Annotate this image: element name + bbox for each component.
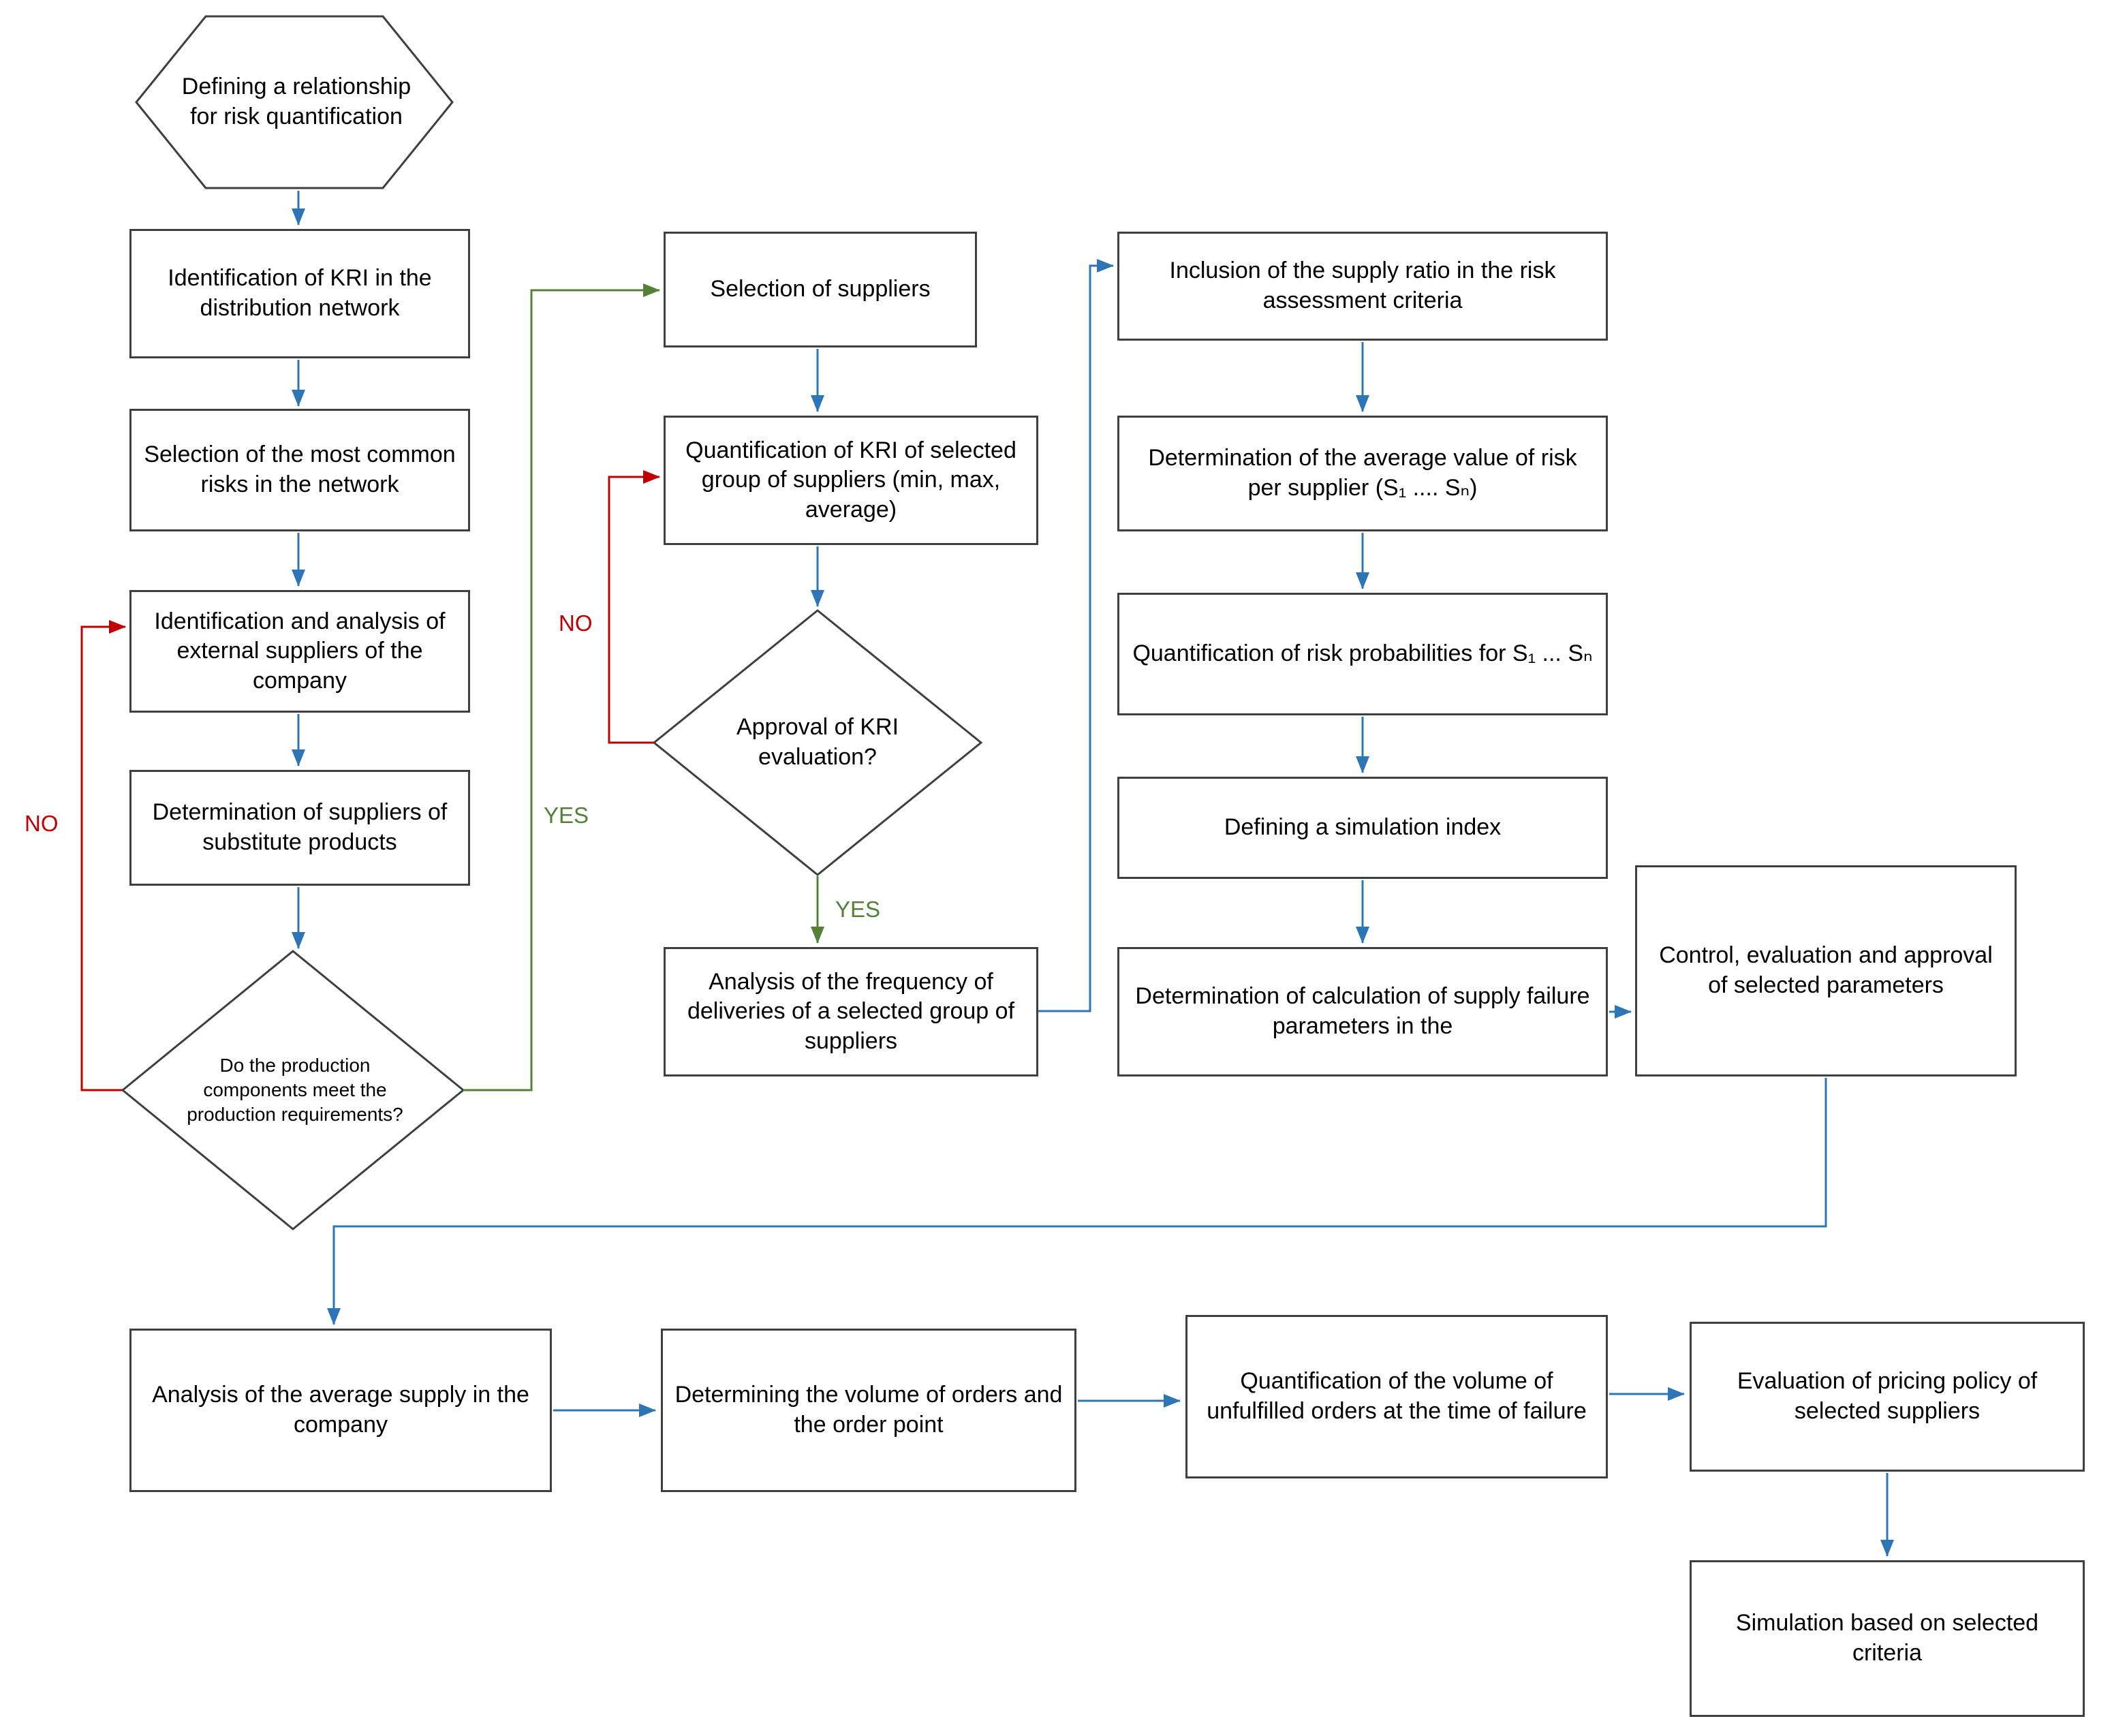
node-supply-failure-parameters — [1117, 947, 1608, 1076]
node-select-common-risks — [129, 409, 470, 531]
arrow-control-to-average-supply — [334, 1078, 1826, 1324]
node-risk-probabilities — [1117, 593, 1608, 715]
label-no-kri-loop: NO — [559, 610, 593, 636]
node-label: Analysis of the frequency of deliveries of a selected group of suppliers — [687, 968, 1015, 1054]
node-approval-kri-label — [702, 692, 933, 794]
node-label: Control, evaluation and approval of selected parameters — [1659, 942, 1993, 998]
node-simulation — [1690, 1560, 2085, 1717]
arrow-no-kri-loop — [609, 477, 659, 743]
node-label: Determination of calculation of supply failure parameters in the — [1135, 983, 1590, 1039]
node-determine-substitute-suppliers — [129, 770, 470, 886]
node-average-risk-value — [1117, 416, 1608, 531]
node-label: Defining a simulation index — [1224, 814, 1502, 841]
node-label: Approval of KRI evaluation? — [736, 714, 899, 770]
label-yes-production: YES — [544, 803, 589, 828]
node-selection-of-suppliers — [664, 232, 977, 347]
label-yes-kri: YES — [835, 897, 881, 922]
node-production-requirements-label — [176, 991, 414, 1189]
node-label: Identification of KRI in the distribution network — [168, 265, 432, 321]
node-label: Do the production components meet the production requirements? — [187, 1055, 403, 1125]
node-label: Defining a relationship for risk quantification — [181, 74, 411, 129]
node-label: Quantification of risk probabilities for S₁ ... Sₙ — [1132, 640, 1593, 667]
node-supply-ratio-inclusion — [1117, 232, 1608, 341]
node-label: Simulation based on selected criteria — [1735, 1610, 2039, 1666]
node-simulation-index — [1117, 777, 1608, 879]
node-unfulfilled-orders — [1185, 1315, 1608, 1478]
node-identify-external-suppliers — [129, 590, 470, 713]
arrow-no-production-loop — [82, 627, 125, 1090]
node-label: Quantification of KRI of selected group of suppliers (min, max, average) — [685, 437, 1016, 523]
arrow-yes-to-selection-of-suppliers — [463, 290, 659, 1090]
node-quantification-kri-group — [664, 416, 1038, 545]
node-pricing-policy — [1690, 1322, 2085, 1472]
node-label: Identification and analysis of external suppliers of the company — [154, 608, 446, 694]
node-label: Evaluation of pricing policy of selected suppliers — [1737, 1368, 2038, 1424]
node-control-evaluation — [1635, 865, 2017, 1076]
node-identify-kri — [129, 229, 470, 358]
node-label: Selection of the most common risks in the network — [144, 441, 456, 497]
node-label: Determination of the average value of risk per supplier (S₁ .... Sₙ) — [1148, 445, 1577, 501]
arrow-frequency-to-supply-ratio — [1038, 266, 1113, 1011]
node-average-supply-analysis — [129, 1329, 552, 1492]
node-label: Inclusion of the supply ratio in the risk assessment criteria — [1169, 258, 1556, 313]
node-frequency-analysis — [664, 947, 1038, 1076]
label-no-production-loop: NO — [25, 811, 59, 836]
node-label: Selection of suppliers — [710, 276, 931, 303]
node-order-volume — [661, 1329, 1076, 1492]
node-label: Determining the volume of orders and the order point — [674, 1382, 1063, 1438]
node-label: Analysis of the average supply in the company — [152, 1382, 529, 1438]
node-define-relationship-label — [170, 27, 422, 177]
node-label: Determination of suppliers of substitute products — [152, 799, 448, 855]
node-label: Quantification of the volume of unfulfilled orders at the time of failure — [1207, 1368, 1587, 1424]
